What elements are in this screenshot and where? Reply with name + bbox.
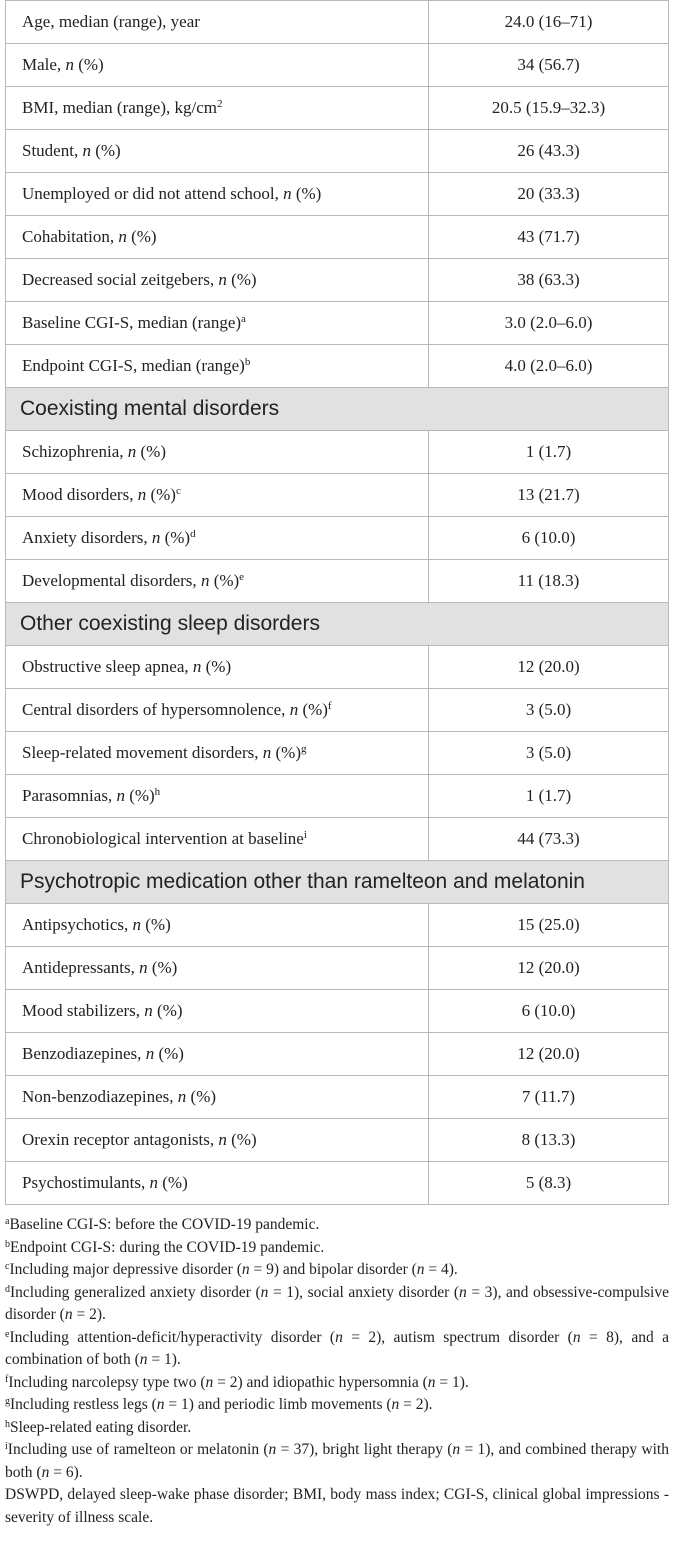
- footnote-n: n: [64, 1306, 73, 1323]
- label-n: n: [149, 1173, 159, 1192]
- label-text-post: (%): [291, 184, 322, 203]
- section-heading-mental: Coexisting mental disorders: [6, 388, 669, 431]
- footnote-text: = 1).: [435, 1373, 469, 1391]
- footnote-marker: h: [154, 786, 161, 798]
- table-row: [6, 689, 669, 732]
- footnote-mark: c: [5, 1261, 10, 1272]
- footnote: [5, 1282, 669, 1327]
- label-n: n: [132, 915, 141, 934]
- label-n: n: [262, 743, 272, 762]
- label-text: Developmental disorders,: [22, 571, 201, 590]
- footnote-marker: d: [190, 528, 196, 540]
- label-text-post: (%): [186, 1087, 217, 1106]
- footnote-marker: a: [241, 313, 246, 325]
- footnote-text: = 37), bright light therapy (: [276, 1441, 453, 1458]
- label-n: n: [139, 958, 148, 977]
- footnote-text: = 8), and a combination of both (: [5, 1328, 669, 1368]
- label-n: n: [116, 786, 125, 805]
- label-text: BMI, median (range), kg/cm: [22, 98, 217, 117]
- row-value: 24.0 (16–71): [429, 1, 669, 44]
- table-row: [6, 775, 669, 818]
- footnote-text: = 2).: [399, 1396, 433, 1413]
- label-text: Non-benzodiazepines,: [22, 1087, 178, 1106]
- footnote-text: = 2) and idiopathic hypersomnia (: [213, 1373, 428, 1391]
- label-n: n: [137, 485, 147, 504]
- row-label: [6, 130, 429, 173]
- row-value: 3 (5.0): [429, 689, 669, 732]
- footnote: [5, 1327, 669, 1372]
- row-value: 15 (25.0): [429, 904, 669, 947]
- label-text: Unemployed or did not attend school,: [22, 184, 284, 203]
- row-value: 12 (20.0): [429, 1033, 669, 1076]
- section-heading-sleep: Other coexisting sleep disorders: [6, 603, 669, 646]
- row-label: [6, 904, 429, 947]
- row-label: [6, 818, 429, 861]
- table-row: [6, 259, 669, 302]
- footnote-text: = 4).: [424, 1261, 458, 1278]
- footnote-text: = 9) and bipolar disorder (: [249, 1261, 417, 1278]
- footnote-n: n: [416, 1261, 425, 1278]
- footnote-n: n: [241, 1261, 250, 1278]
- row-label: [6, 560, 429, 603]
- row-value: 4.0 (2.0–6.0): [429, 345, 669, 388]
- footnote-n: n: [427, 1373, 436, 1391]
- row-value: 34 (56.7): [429, 44, 669, 87]
- footnote-n: n: [572, 1328, 581, 1346]
- row-label: [6, 216, 429, 259]
- footnote-n: n: [452, 1441, 461, 1458]
- label-text-post: (%): [141, 915, 171, 934]
- row-value: 6 (10.0): [429, 517, 669, 560]
- row-label: [6, 259, 429, 302]
- label-text: Mood stabilizers,: [22, 1001, 145, 1020]
- table-row: [6, 431, 669, 474]
- section-row: [6, 861, 669, 904]
- row-label: [6, 1, 429, 44]
- label-text: Age, median (range), year: [22, 12, 200, 31]
- patient-characteristics-table: [5, 0, 669, 1205]
- label-n: n: [82, 141, 91, 160]
- footnote-text: Baseline CGI-S: before the COVID-19 pandemic.: [9, 1216, 320, 1233]
- footnote-marker: f: [327, 700, 332, 712]
- row-label: [6, 775, 429, 818]
- row-value: 1 (1.7): [429, 775, 669, 818]
- footnote-mark: d: [5, 1283, 10, 1295]
- label-text: Sleep-related movement disorders,: [22, 743, 263, 762]
- label-text-post: (%): [90, 141, 121, 160]
- footnote-text: DSWPD, delayed sleep-wake phase disorder; BMI, body mass index; CGI-S, clinical global impressions - severity of illness scale.: [5, 1486, 669, 1526]
- footnote-text: Including major depressive disorder (: [9, 1261, 242, 1278]
- label-text-post: (%): [226, 1130, 257, 1149]
- footnote-n: n: [139, 1351, 148, 1368]
- label-text-post: (%): [201, 657, 232, 676]
- footnote-mark: a: [5, 1216, 10, 1227]
- footnote-mark: b: [5, 1238, 10, 1250]
- row-value: 38 (63.3): [429, 259, 669, 302]
- label-text: Antidepressants,: [22, 958, 140, 977]
- footnote: [5, 1259, 669, 1282]
- label-text-post: (%): [209, 571, 240, 590]
- table-row: [6, 818, 669, 861]
- row-value: 3.0 (2.0–6.0): [429, 302, 669, 345]
- row-label: [6, 431, 429, 474]
- label-text: Cohabitation,: [22, 227, 119, 246]
- table-row: [6, 947, 669, 990]
- row-value: 20 (33.3): [429, 173, 669, 216]
- footnote-marker: g: [301, 743, 307, 755]
- row-label: [6, 1033, 429, 1076]
- footnote-text: Including generalized anxiety disorder (: [10, 1283, 261, 1301]
- row-label: [6, 1162, 429, 1205]
- footnote-marker: 2: [216, 98, 223, 110]
- label-text: Chronobiological intervention at baseline: [22, 829, 304, 848]
- footnote: [5, 1417, 669, 1440]
- row-value: 43 (71.7): [429, 216, 669, 259]
- row-label: [6, 87, 429, 130]
- footnote-mark: i: [5, 1441, 8, 1452]
- row-value: 44 (73.3): [429, 818, 669, 861]
- table-row: [6, 130, 669, 173]
- table-body: [6, 1, 669, 1205]
- row-label: [6, 302, 429, 345]
- label-text-post: (%): [147, 958, 178, 977]
- footnote-mark: g: [5, 1396, 10, 1407]
- label-n: n: [144, 1001, 153, 1020]
- row-value: 3 (5.0): [429, 732, 669, 775]
- section-row: [6, 603, 669, 646]
- table-row: [6, 1119, 669, 1162]
- footnote-mark: e: [5, 1328, 10, 1340]
- table-row: [6, 216, 669, 259]
- row-value: 6 (10.0): [429, 990, 669, 1033]
- footnote-text: = 2), autism spectrum disorder (: [342, 1328, 573, 1346]
- label-text: Central disorders of hypersomnolence,: [22, 700, 290, 719]
- row-label: [6, 474, 429, 517]
- label-text: Decreased social zeitgebers,: [22, 270, 219, 289]
- footnote-marker: e: [239, 571, 245, 583]
- table-row: [6, 646, 669, 689]
- table-row: [6, 173, 669, 216]
- table-row: [6, 1033, 669, 1076]
- label-n: n: [127, 442, 137, 461]
- label-n: n: [177, 1087, 187, 1106]
- footnote-marker: c: [175, 485, 181, 497]
- label-n: n: [192, 657, 202, 676]
- label-n: n: [200, 571, 210, 590]
- label-text: Student,: [22, 141, 83, 160]
- label-n: n: [218, 270, 227, 289]
- row-value: 12 (20.0): [429, 947, 669, 990]
- footnote-n: n: [459, 1283, 467, 1301]
- label-text: Parasomnias,: [22, 786, 117, 805]
- footnote-marker: i: [303, 829, 307, 841]
- label-n: n: [218, 1130, 227, 1149]
- footnote: [5, 1372, 669, 1395]
- footnote-text: = 2).: [72, 1306, 106, 1323]
- row-value: 7 (11.7): [429, 1076, 669, 1119]
- label-text: Obstructive sleep apnea,: [22, 657, 193, 676]
- label-text-post: (%): [226, 270, 257, 289]
- section-row: [6, 388, 669, 431]
- footnotes: [5, 1214, 669, 1529]
- table-row: [6, 1162, 669, 1205]
- footnote-text: Including use of ramelteon or melatonin (: [7, 1441, 269, 1458]
- label-n: n: [283, 184, 292, 203]
- label-text-post: (%): [73, 55, 104, 74]
- footnote-n: n: [268, 1441, 277, 1458]
- label-text-post: (%): [160, 528, 191, 547]
- row-label: [6, 990, 429, 1033]
- footnote-n: n: [205, 1373, 214, 1391]
- table-row: [6, 517, 669, 560]
- footnote: [5, 1394, 669, 1417]
- footnote-n: n: [335, 1328, 343, 1346]
- footnote-text: = 6).: [49, 1463, 83, 1481]
- footnote-n: n: [391, 1396, 400, 1413]
- label-n: n: [145, 1044, 155, 1063]
- footnote-text: = 3), and obsessive-compulsive disorder (: [5, 1283, 669, 1323]
- footnote: [5, 1484, 669, 1529]
- footnote-mark: h: [5, 1418, 10, 1430]
- row-value: 5 (8.3): [429, 1162, 669, 1205]
- footnote-text: Endpoint CGI-S: during the COVID-19 pandemic.: [10, 1238, 325, 1256]
- footnote-marker: b: [244, 356, 251, 368]
- label-text: Psychostimulants,: [22, 1173, 150, 1192]
- table-row: [6, 1076, 669, 1119]
- label-text: Endpoint CGI-S, median (range): [22, 356, 245, 375]
- footnote: [5, 1237, 669, 1260]
- footnote-text: = 1).: [147, 1351, 181, 1368]
- label-text-post: (%): [124, 786, 155, 805]
- table-row: [6, 560, 669, 603]
- row-value: 12 (20.0): [429, 646, 669, 689]
- row-label: [6, 1076, 429, 1119]
- label-text-post: (%): [271, 743, 301, 762]
- footnote-mark: f: [5, 1373, 9, 1385]
- row-value: 20.5 (15.9–32.3): [429, 87, 669, 130]
- table-row: [6, 87, 669, 130]
- table-row: [6, 732, 669, 775]
- label-text-post: (%): [298, 700, 328, 719]
- row-label: [6, 345, 429, 388]
- label-text: Orexin receptor antagonists,: [22, 1130, 219, 1149]
- table-row: [6, 345, 669, 388]
- label-n: n: [65, 55, 74, 74]
- row-label: [6, 173, 429, 216]
- footnote-text: Including attention-deficit/hyperactivity disorder (: [9, 1328, 336, 1346]
- table-row: [6, 904, 669, 947]
- label-n: n: [118, 227, 127, 246]
- label-text: Male,: [22, 55, 66, 74]
- label-text: Anxiety disorders,: [22, 528, 152, 547]
- label-text-post: (%): [152, 1001, 183, 1020]
- footnote-text: Sleep-related eating disorder.: [10, 1418, 192, 1436]
- label-n: n: [289, 700, 299, 719]
- row-value: 8 (13.3): [429, 1119, 669, 1162]
- row-value: 13 (21.7): [429, 474, 669, 517]
- row-value: 1 (1.7): [429, 431, 669, 474]
- table-row: [6, 474, 669, 517]
- label-text: Mood disorders,: [22, 485, 138, 504]
- row-value: 11 (18.3): [429, 560, 669, 603]
- label-text: Schizophrenia,: [22, 442, 128, 461]
- label-text-post: (%): [136, 442, 166, 461]
- row-label: [6, 947, 429, 990]
- section-heading-medication: Psychotropic medication other than ramelteon and melatonin: [6, 861, 669, 904]
- footnote: [5, 1214, 669, 1237]
- row-label: [6, 517, 429, 560]
- label-text-post: (%): [146, 485, 176, 504]
- footnote-n: n: [156, 1396, 165, 1413]
- row-label: [6, 44, 429, 87]
- row-value: 26 (43.3): [429, 130, 669, 173]
- footnote-text: Including restless legs (: [10, 1396, 157, 1413]
- row-label: [6, 1119, 429, 1162]
- label-text: Antipsychotics,: [22, 915, 133, 934]
- footnote-n: n: [41, 1463, 50, 1481]
- label-text: Benzodiazepines,: [22, 1044, 146, 1063]
- footnote-text: Including narcolepsy type two (: [8, 1373, 206, 1391]
- table-row: [6, 302, 669, 345]
- footnote-text: = 1), and combined therapy with both (: [5, 1441, 669, 1481]
- footnote: [5, 1439, 669, 1484]
- label-text-post: (%): [158, 1173, 188, 1192]
- row-label: [6, 732, 429, 775]
- row-label: [6, 689, 429, 732]
- table-row: [6, 44, 669, 87]
- footnote-text: = 1) and periodic limb movements (: [164, 1396, 392, 1413]
- label-n: n: [151, 528, 161, 547]
- footnote-text: = 1), social anxiety disorder (: [268, 1283, 460, 1301]
- label-text-post: (%): [154, 1044, 184, 1063]
- label-text: Baseline CGI-S, median (range): [22, 313, 242, 332]
- table-row: [6, 990, 669, 1033]
- row-label: [6, 646, 429, 689]
- label-text-post: (%): [126, 227, 157, 246]
- footnote-n: n: [260, 1283, 269, 1301]
- table-row: [6, 1, 669, 44]
